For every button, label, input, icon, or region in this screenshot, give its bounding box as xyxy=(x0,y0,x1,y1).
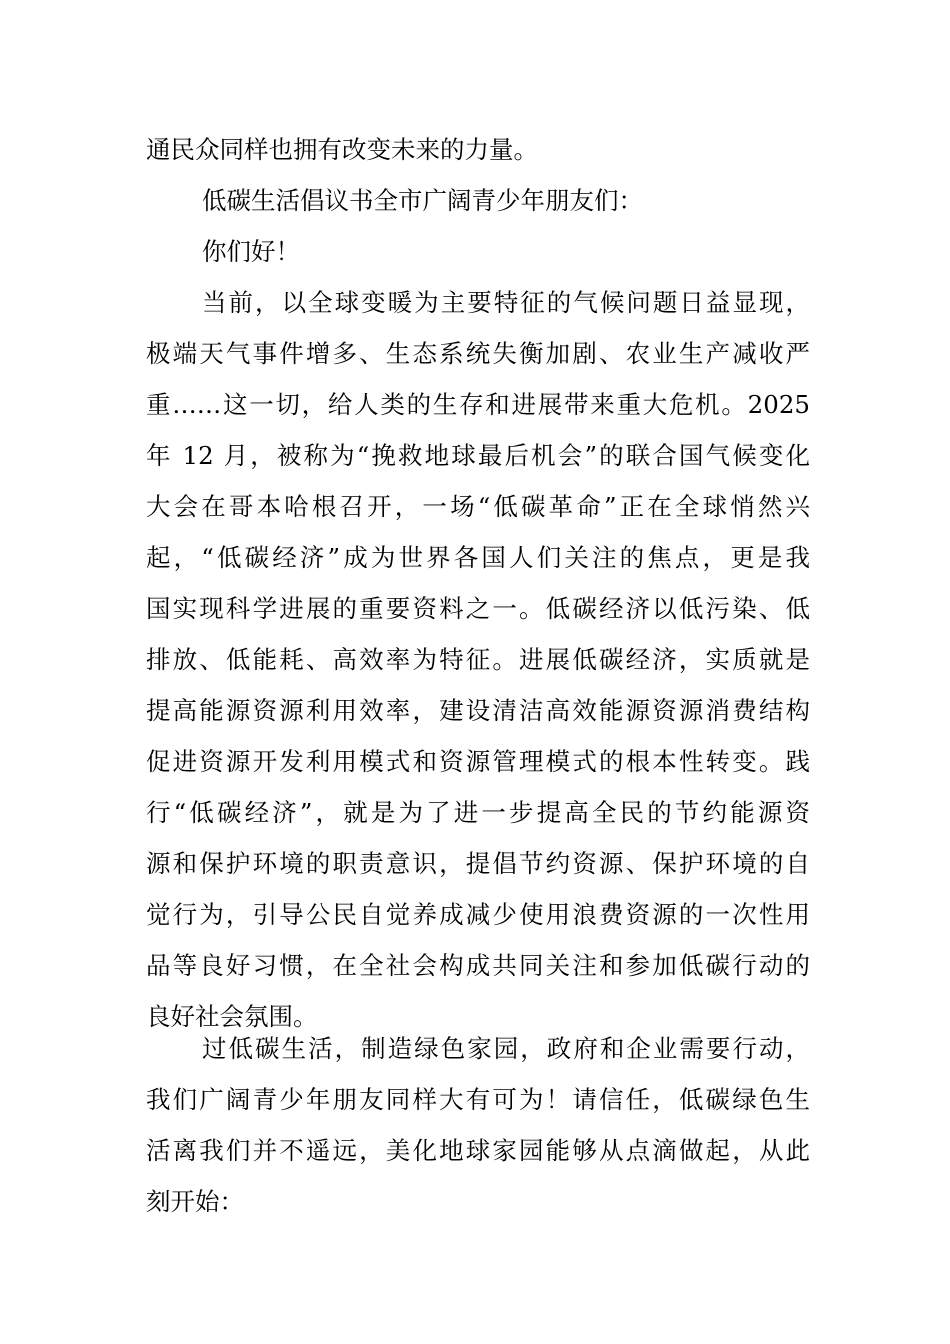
text-line: 当前，以全球变暖为主要特征的气候问题日益显现， xyxy=(202,288,810,317)
text-line: 源和保护环境的职责意识，提倡节约资源、保护环境的自 xyxy=(146,849,810,878)
text-line: 极端天气事件增多、生态系统失衡加剧、农业生产减收严 xyxy=(146,339,810,368)
text-line: 行“低碳经济”，就是为了进一步提高全民的节约能源资 xyxy=(146,798,810,827)
text-line: 国实现科学进展的重要资料之一。低碳经济以低污染、低 xyxy=(146,594,810,623)
text-line: 排放、低能耗、高效率为特征。进展低碳经济，实质就是 xyxy=(146,645,810,674)
text-line: 你们好！ xyxy=(202,237,300,266)
text-line: 大会在哥本哈根召开，一场“低碳革命”正在全球悄然兴 xyxy=(146,492,810,521)
paragraph-title xyxy=(146,175,810,226)
paragraph-greeting xyxy=(146,226,810,277)
text-line: 重……这一切，给人类的生存和进展带来重大危机。2025 xyxy=(146,390,810,419)
paragraph-body-2 xyxy=(146,1023,810,1227)
text-line: 觉行为，引导公民自觉养成减少使用浪费资源的一次性用 xyxy=(146,900,810,929)
text-line: 良好社会氛围。 xyxy=(146,1002,318,1031)
text-line: 通民众同样也拥有改变未来的力量。 xyxy=(146,135,538,164)
text-line: 提高能源资源利用效率，建设清洁高效能源资源消费结构 xyxy=(146,696,810,725)
text-line: 促进资源开发利用模式和资源管理模式的根本性转变。践 xyxy=(146,747,810,776)
text-line: 我们广阔青少年朋友同样大有可为！请信任，低碳绿色生 xyxy=(146,1085,810,1114)
paragraph-continuation xyxy=(146,124,810,175)
text-line: 起，“低碳经济”成为世界各国人们关注的焦点，更是我 xyxy=(146,543,810,572)
text-line: 品等良好习惯，在全社会构成共同关注和参加低碳行动的 xyxy=(146,951,810,980)
text-line: 年 12 月，被称为“挽救地球最后机会”的联合国气候变化 xyxy=(146,441,810,470)
text-line: 过低碳生活，制造绿色家园，政府和企业需要行动， xyxy=(202,1034,810,1063)
text-line: 活离我们并不遥远，美化地球家园能够从点滴做起，从此 xyxy=(146,1136,810,1165)
text-line: 刻开始： xyxy=(146,1187,244,1216)
text-line: 低碳生活倡议书全市广阔青少年朋友们： xyxy=(202,186,643,215)
paragraph-body-1 xyxy=(146,277,810,1042)
